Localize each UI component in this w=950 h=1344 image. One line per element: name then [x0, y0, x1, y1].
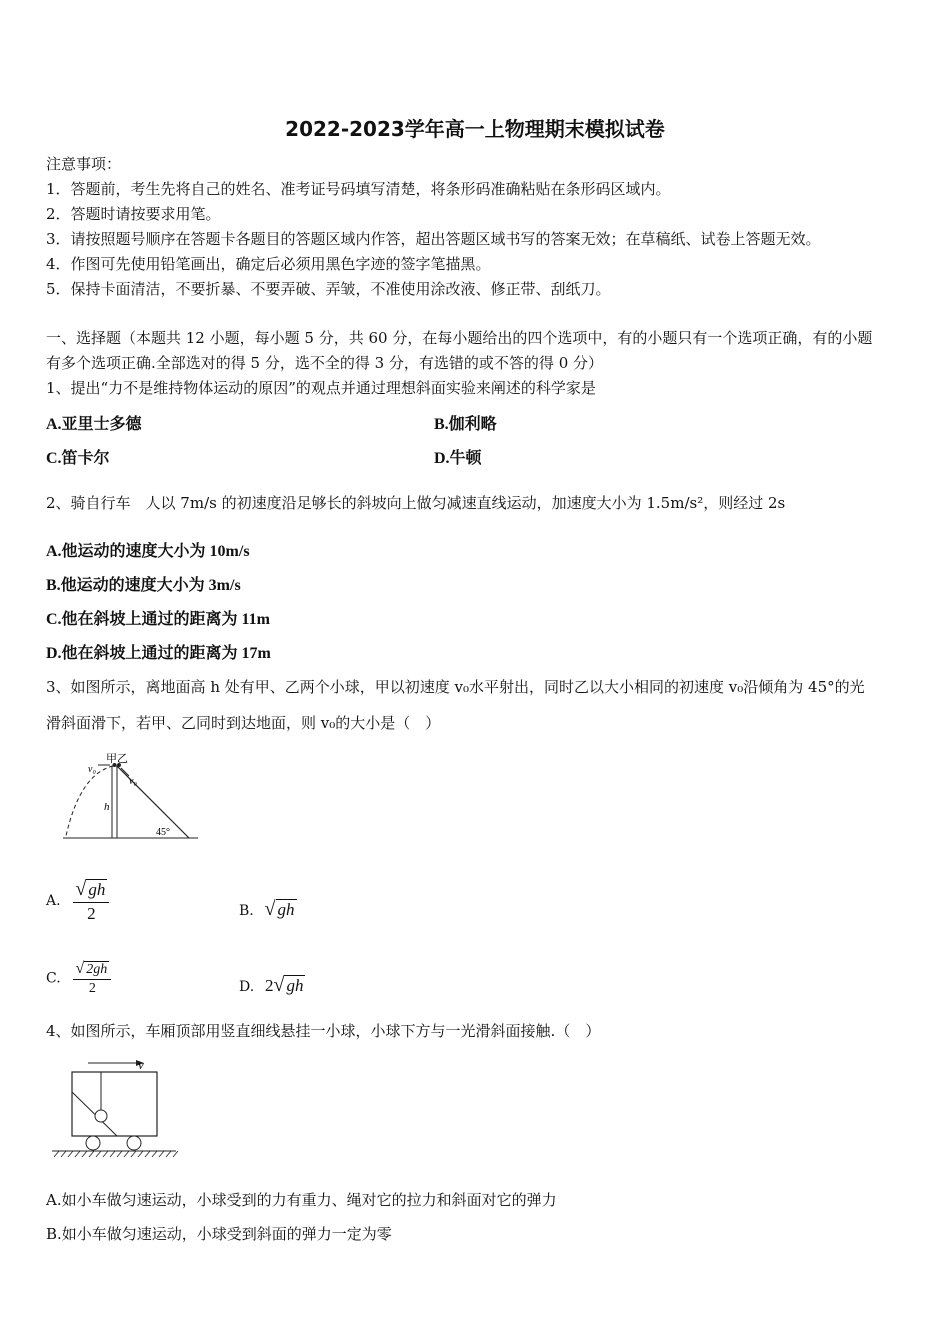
- q4-option-b: B.如小车做匀速运动，小球受到斜面的弹力一定为零: [46, 1225, 392, 1243]
- q1-option-a: A.亚里士多德: [46, 416, 142, 433]
- notice-heading: 注意事项：: [46, 155, 122, 173]
- q3-label-jiayi: 甲乙: [106, 753, 128, 765]
- q3-option-d: D. 2√ gh: [239, 974, 304, 996]
- q3-option-a-radicand: gh: [88, 880, 106, 899]
- q3-option-d-radicand: gh: [286, 976, 304, 995]
- hatch-mark: [166, 1151, 171, 1157]
- q3-option-d-coefficient: 2: [264, 976, 274, 995]
- hatch-mark: [110, 1151, 115, 1157]
- hatch-mark: [131, 1151, 136, 1157]
- q4-figure: [48, 1055, 180, 1163]
- q3-option-c-fraction: $\frac{√ 2gh}{2}$: [73, 960, 111, 997]
- q4-ground-hatch: [54, 1151, 178, 1157]
- q1-option-b: B.伽利略: [434, 416, 497, 433]
- hatch-mark: [89, 1151, 94, 1157]
- q1-option-d: D.牛顿: [434, 450, 482, 467]
- section-instructions-line1: 一、选择题（本题共 12 小题，每小题 5 分，共 60 分，在每小题给出的四个选项中，有的小题只有一个选项正确，有的小题: [46, 329, 873, 347]
- q2-stem: 2、骑自行车 人以 7m/s 的初速度沿足够长的斜坡向上做匀减速直线运动，加速度大小为 1.5m/s²，则经过 2s: [46, 494, 786, 512]
- hatch-mark: [103, 1151, 108, 1157]
- page-title: 2022-2023学年高一上物理期末模拟试卷: [285, 117, 665, 141]
- q3-pillar: [112, 766, 117, 838]
- q3-option-a-label: A.: [46, 893, 61, 909]
- hatch-mark: [117, 1151, 122, 1157]
- hatch-mark: [61, 1151, 66, 1157]
- q3-label-h: h: [104, 801, 110, 813]
- q3-figure: [58, 752, 203, 847]
- hatch-mark: [173, 1151, 178, 1157]
- hatch-mark: [82, 1151, 87, 1157]
- hatch-mark: [75, 1151, 80, 1157]
- hatch-mark: [145, 1151, 150, 1157]
- q4-label-v: v: [138, 1057, 144, 1072]
- q3-label-v0-right: v₀: [129, 776, 137, 787]
- q2-option-d: D.他在斜坡上通过的距离为 17m: [46, 645, 271, 662]
- q3-label-v0-left: v₀: [88, 764, 96, 775]
- notice-item-4: 4．作图可先使用铅笔画出，确定后必须用黑色字迹的签字笔描黑。: [46, 255, 491, 273]
- q3-option-b-label: B.: [239, 903, 254, 919]
- q3-option-c-label: C.: [46, 970, 61, 987]
- q4-option-a: A.如小车做匀速运动，小球受到的力有重力、绳对它的拉力和斜面对它的弹力: [46, 1191, 557, 1209]
- hatch-mark: [96, 1151, 101, 1157]
- hatch-mark: [159, 1151, 164, 1157]
- q4-stem: 4、如图所示，车厢顶部用竖直细线悬挂一小球，小球下方与一光滑斜面接触.（ ）: [46, 1022, 601, 1040]
- q3-incline: [117, 766, 189, 838]
- hatch-mark: [152, 1151, 157, 1157]
- notice-item-5: 5．保持卡面清洁，不要折暴、不要弄破、弄皱，不准使用涂改液、修正带、刮纸刀。: [46, 280, 611, 298]
- q3-option-a-fraction: $\frac{√ gh}{2}$: [73, 878, 109, 924]
- notice-item-3: 3．请按照题号顺序在答题卡各题目的答题区域内作答，超出答题区域书写的答案无效；在草稿纸、试卷上答题无效。: [46, 230, 821, 248]
- q3-label-angle: 45°: [156, 827, 170, 838]
- q3-stem-line1: 3、如图所示，离地面高 h 处有甲、乙两个小球，甲以初速度 v₀水平射出，同时乙以大小相同的初速度 v₀沿倾角为 45°的光: [46, 678, 865, 696]
- q1-option-c: C.笛卡尔: [46, 450, 110, 467]
- q4-wheel-right: [127, 1136, 141, 1150]
- q3-option-b: B. √ gh: [239, 898, 295, 920]
- q3-option-c-radicand: 2gh: [86, 962, 108, 977]
- hatch-mark: [54, 1151, 59, 1157]
- q2-option-b: B.他运动的速度大小为 3m/s: [46, 577, 241, 594]
- section-instructions-line2: 有多个选项正确.全部选对的得 5 分，选不全的得 3 分，有选错的或不答的得 0 分）: [46, 354, 604, 372]
- q3-option-a: [46, 878, 109, 924]
- q2-option-c: C.他在斜坡上通过的距离为 11m: [46, 611, 271, 628]
- notice-item-1: 1．答题前，考生先将自己的姓名、准考证号码填写清楚，将条形码准确粘贴在条形码区域内。: [46, 180, 671, 198]
- hatch-mark: [138, 1151, 143, 1157]
- q4-incline: [72, 1092, 117, 1136]
- q1-stem: 1、提出“力不是维持物体运动的原因”的观点并通过理想斜面实验来阐述的科学家是: [46, 379, 596, 397]
- q4-ball: [95, 1110, 107, 1122]
- q4-wheel-left: [86, 1136, 100, 1150]
- hatch-mark: [68, 1151, 73, 1157]
- q3-option-d-label: D.: [239, 979, 255, 995]
- notice-item-2: 2．答题时请按要求用笔。: [46, 205, 221, 223]
- q3-option-c-denominator: 2: [88, 981, 96, 996]
- q3-option-c: [46, 960, 111, 997]
- q2-option-a: A.他运动的速度大小为 10m/s: [46, 543, 250, 560]
- q3-option-b-radicand: gh: [277, 900, 295, 919]
- q3-option-a-denominator: 2: [87, 904, 96, 923]
- q3-stem-line2: 滑斜面滑下，若甲、乙同时到达地面，则 v₀的大小是（ ）: [46, 714, 441, 732]
- hatch-mark: [124, 1151, 129, 1157]
